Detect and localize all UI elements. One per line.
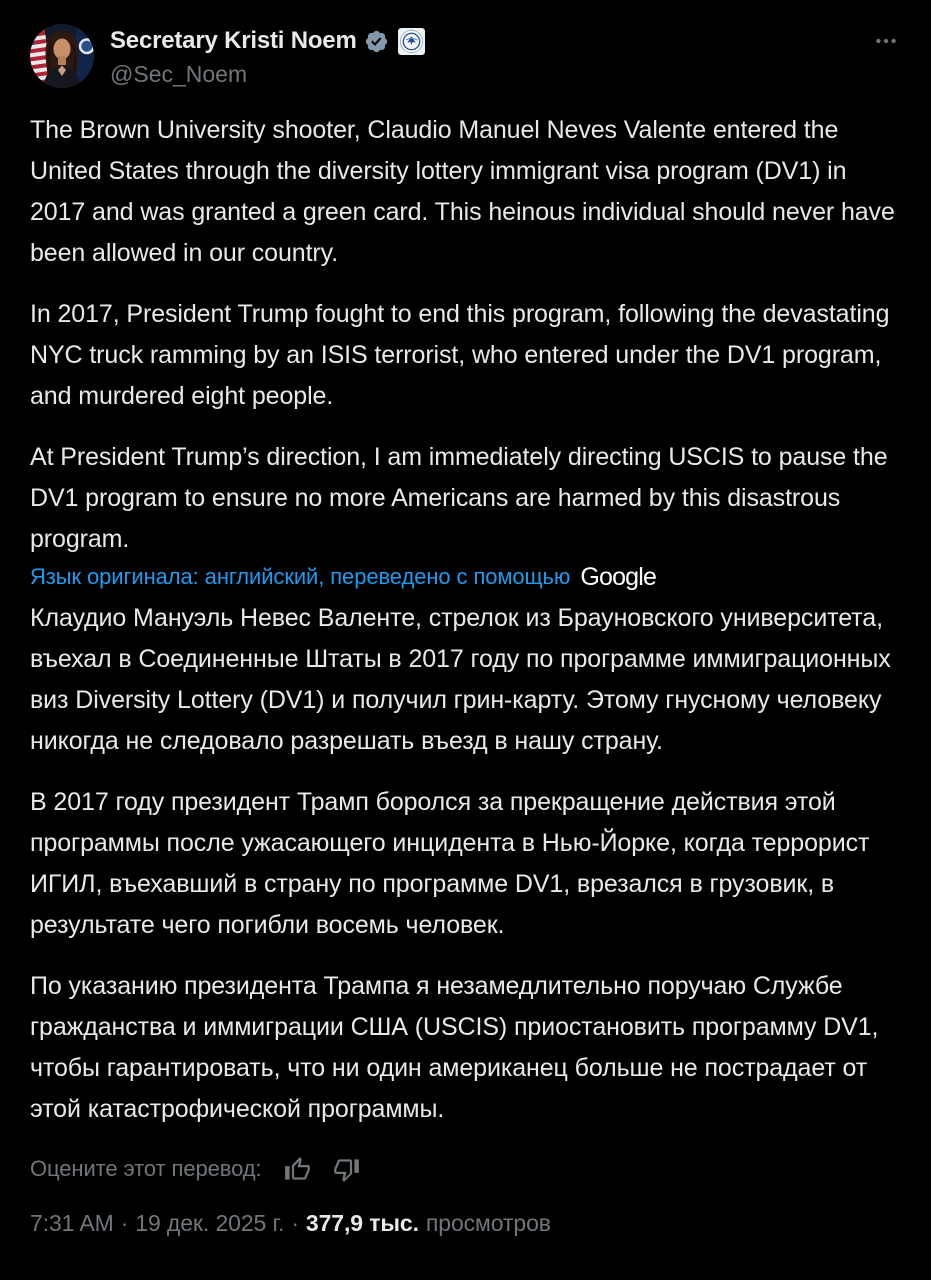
tweet-header <box>30 24 901 88</box>
translation-notice-link[interactable]: Язык оригинала: английский, переведено с помощью <box>30 564 571 589</box>
timestamp-date: 19 дек. 2025 г. <box>135 1210 285 1236</box>
tweet-text-russian <box>30 598 901 1130</box>
tweet-paragraph-ru-2: В 2017 году президент Трамп боролся за прекращение действия этой программы после ужасающего инцидента в Нью-Йорке, когда террорист ИГИЛ, въехавший в страну по программе DV1, врезался в грузовик, в результате чего погибли восемь человек. <box>30 788 870 939</box>
views-count: 377,9 тыс. <box>305 1210 419 1236</box>
dhs-affiliation-badge-icon[interactable] <box>398 28 425 55</box>
thumbs-up-button[interactable] <box>270 1156 311 1183</box>
tweet-paragraph-en-3: At President Trump’s direction, I am immediately directing USCIS to pause the DV1 program to ensure no more Americans are harmed by this disastrous program. <box>30 443 888 553</box>
avatar[interactable] <box>30 24 94 88</box>
user-handle[interactable]: @Sec_Noem <box>110 61 248 87</box>
more-ellipsis-icon <box>873 28 899 54</box>
timestamp-time: 7:31 AM <box>30 1210 114 1236</box>
tweet-meta-row <box>30 1210 901 1237</box>
tweet-paragraph-ru-3: По указанию президента Трампа я незамедлительно поручаю Службе гражданства и иммиграции США (USCIS) приостановить программу DV1, чтобы гарантировать, что ни один американец больше не пострадает от этой катастрофической программы. <box>30 972 879 1123</box>
thumb-down-icon <box>333 1156 360 1183</box>
views-label: просмотров <box>425 1210 551 1236</box>
meta-separator: · <box>291 1210 299 1236</box>
google-logo: Google <box>580 562 657 591</box>
translation-attribution <box>30 562 901 592</box>
rate-translation-label: Оцените этот перевод: <box>30 1156 262 1181</box>
thumbs-down-button[interactable] <box>319 1156 360 1183</box>
thumb-up-icon <box>284 1156 311 1183</box>
identity-block <box>110 24 425 88</box>
tweet-text-english <box>30 110 901 560</box>
tweet-paragraph-ru-1: Клаудио Мануэль Невес Валенте, стрелок из Брауновского университета, въехал в Соединенные Штаты в 2017 году по программе иммиграционных виз Diversity Lottery (DV1) и получил грин-карту. Этому гнусному человеку никогда не следовало разрешать въезд в нашу страну. <box>30 604 891 755</box>
display-name[interactable]: Secretary Kristi Noem <box>110 27 357 54</box>
verified-badge-icon[interactable] <box>364 29 389 54</box>
tweet-paragraph-en-2: In 2017, President Trump fought to end this program, following the devastating NYC truck ramming by an ISIS terrorist, who entered under the DV1 program, and murdered eight people. <box>30 300 890 410</box>
avatar-image <box>30 24 94 88</box>
more-menu-button[interactable] <box>873 24 901 54</box>
meta-separator: · <box>120 1210 129 1236</box>
rate-translation-row <box>30 1154 901 1184</box>
tweet-paragraph-en-1: The Brown University shooter, Claudio Manuel Neves Valente entered the United States through the diversity lottery immigrant visa program (DV1) in 2017 and was granted a green card. This heinous individual should never have been allowed in our country. <box>30 116 895 267</box>
